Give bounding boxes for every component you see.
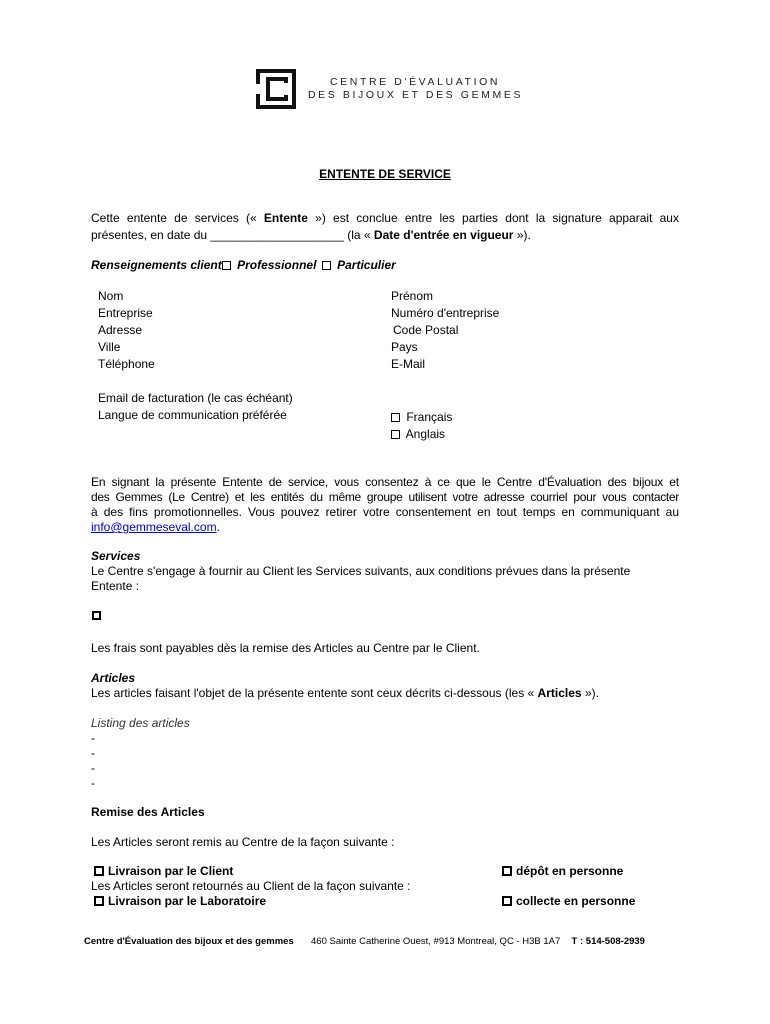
field-prenom: Prénom [391, 289, 434, 303]
client-section-heading [91, 257, 396, 273]
intro-entente: Entente [263, 211, 308, 225]
checkbox-livraison-labo[interactable] [94, 896, 104, 906]
field-ville: Ville [98, 340, 121, 354]
checkbox-collecte-personne[interactable] [502, 896, 512, 906]
label-professionnel: Professionnel [237, 258, 317, 272]
footer-company: Centre d'Évaluation des bijoux et des gemmes [84, 936, 294, 947]
option-francais [391, 409, 452, 425]
logo [256, 68, 526, 112]
option-depot-personne [502, 863, 623, 879]
intro-text: présentes, en date du ____________________ (la « [91, 228, 371, 242]
label-collecte-personne: collecte en personne [516, 894, 636, 908]
field-langue: Langue de communication préférée [98, 408, 287, 422]
field-email-facturation: Email de facturation (le cas échéant) [98, 391, 293, 405]
checkbox-particulier[interactable] [322, 261, 331, 270]
document-title: ENTENTE DE SERVICE [319, 167, 451, 181]
label-livraison-client: Livraison par le Client [108, 864, 234, 878]
field-code-postal: Code Postal [393, 323, 459, 337]
checkbox-anglais[interactable] [391, 430, 400, 439]
remise-heading: Remise des Articles [91, 805, 205, 819]
services-line-1: Le Centre s'engage à fournir au Client les Services suivants, aux conditions prévues dans la présente [91, 564, 631, 578]
option-livraison-labo [94, 893, 266, 909]
client-heading-label: Renseignements client [91, 258, 222, 272]
services-heading: Services [91, 549, 141, 563]
consent-end: . [216, 520, 220, 534]
footer [84, 936, 645, 948]
option-collecte-personne [502, 893, 635, 909]
consent-line-2: des Gemmes (Le Centre) et les entités du même groupe utilisent votre adresse courriel pour vous contacter [91, 490, 679, 504]
listing-dash: - [91, 761, 95, 775]
intro-text: ») est conclue entre les parties dont la signature apparait aux [315, 211, 679, 225]
label-francais: Français [406, 410, 453, 424]
fees-text: Les frais sont payables dès la remise des Articles au Centre par le Client. [91, 641, 480, 655]
checkbox-livraison-client[interactable] [94, 866, 104, 876]
listing-dash: - [91, 776, 95, 790]
footer-phone: T : 514-508-2939 [571, 936, 645, 947]
footer-address: 460 Sainte Catherine Ouest, #913 Montreal, QC - H3B 1A7 [311, 936, 561, 947]
consent-line-4 [91, 519, 220, 535]
option-livraison-client [94, 863, 233, 879]
checkbox-depot-personne[interactable] [502, 866, 512, 876]
field-email: E-Mail [391, 357, 426, 371]
field-adresse: Adresse [98, 323, 143, 337]
field-telephone: Téléphone [98, 357, 155, 371]
checkbox-professionnel[interactable] [222, 261, 231, 270]
intro-line-1 [91, 210, 679, 226]
intro-text: Cette entente de services (« [91, 211, 257, 225]
field-pays: Pays [391, 340, 418, 354]
consent-line-1: En signant la présente Entente de service, vous consentez à ce que le Centre d'Évaluation des bijoux et [91, 475, 679, 489]
consent-line-3: à des fins promotionnelles. Vous pouvez retirer votre consentement en tout temps en communiquant au [91, 505, 679, 519]
intro-line-2 [91, 227, 531, 243]
label-particulier: Particulier [337, 258, 396, 272]
logo-line-2: DES BIJOUX ET DES GEMMES [308, 89, 524, 101]
listing-heading: Listing des articles [91, 716, 190, 730]
articles-text: »). [584, 686, 599, 700]
return-line: Les Articles seront retournés au Client de la façon suivante : [91, 879, 411, 893]
articles-line [91, 685, 599, 701]
intro-text: »). [516, 228, 531, 242]
articles-term: Articles [537, 686, 582, 700]
checkbox-francais[interactable] [391, 413, 400, 422]
label-livraison-labo: Livraison par le Laboratoire [108, 894, 267, 908]
intro-date-entree: Date d'entrée en vigueur [373, 228, 514, 242]
listing-dash: - [91, 731, 95, 745]
remise-line: Les Articles seront remis au Centre de la façon suivante : [91, 835, 395, 849]
logo-line-1: CENTRE D'ÉVALUATION [330, 76, 501, 88]
field-entreprise: Entreprise [98, 306, 153, 320]
articles-text: Les articles faisant l'objet de la présente entente sont ceux décrits ci-dessous (les « [91, 686, 535, 700]
label-anglais: Anglais [405, 427, 446, 441]
contact-email-link[interactable]: info@gemmeseval.com [91, 520, 217, 534]
label-depot-personne: dépôt en personne [516, 864, 624, 878]
field-numero-entreprise: Numéro d'entreprise [391, 306, 500, 320]
services-line-2: Entente : [91, 579, 140, 593]
checkbox-service[interactable] [92, 611, 101, 620]
field-nom: Nom [98, 289, 124, 303]
option-anglais [391, 426, 445, 442]
articles-heading: Articles [91, 671, 136, 685]
listing-dash: - [91, 746, 95, 760]
logo-mark-icon [256, 69, 296, 109]
